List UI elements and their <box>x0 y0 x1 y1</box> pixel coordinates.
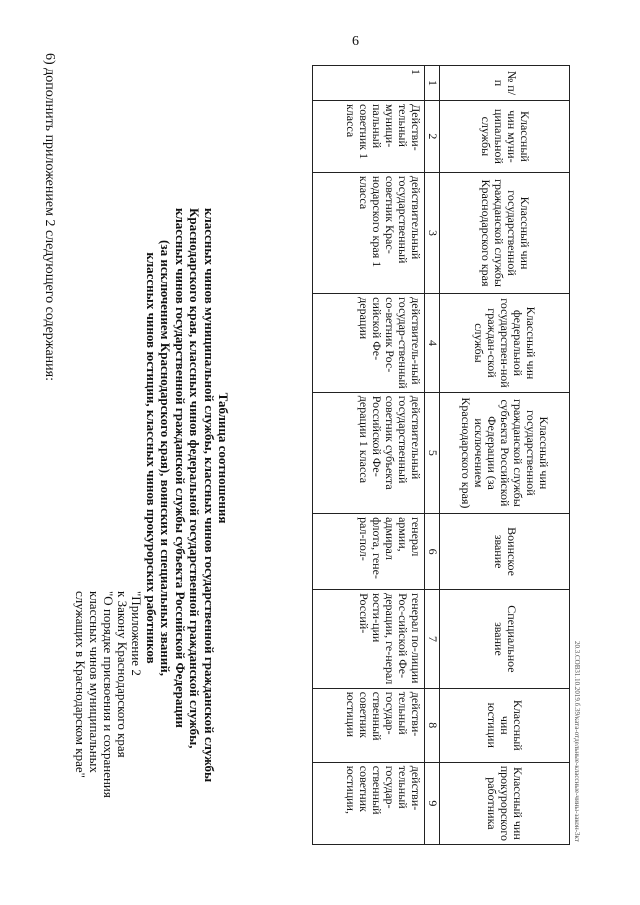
appendix-line: служащих в Краснодарском крае" <box>73 590 88 778</box>
title-line: Краснодарского края, классных чинов федеральной государственной гражданской службы, <box>187 207 203 749</box>
title-line: классных чинов муниципальной службы, классных чинов государственной гражданской службы <box>201 207 217 782</box>
header-cell: Воинское звание <box>440 513 570 589</box>
title-line: Таблица соотношения <box>216 392 231 523</box>
column-number: 2 <box>425 100 440 172</box>
correspondence-table <box>312 65 570 845</box>
table-row <box>313 65 425 844</box>
table-cell: действительный государственный советник Крас-нодарского края 1 класса <box>313 172 425 293</box>
column-number: 9 <box>425 762 440 844</box>
column-number: 1 <box>425 65 440 100</box>
header-cell: Специальное звание <box>440 589 570 688</box>
table-cell: действитель-ный государ-ственный со-ветник Рос-сийской Фе-дерации <box>313 293 425 392</box>
table-cell: действи-тельный государ-ственный советник юстиции <box>313 688 425 762</box>
header-cell: Классный чин муни-ципальной службы <box>440 100 570 172</box>
appendix-line: к Закону Краснодарского края <box>115 590 130 758</box>
header-cell: Классный чин государственной гражданской службы субъекта Российской Федерации (за исключением Краснодарского края) <box>440 392 570 513</box>
column-number: 6 <box>425 513 440 589</box>
title-line: классных чинов юстиции, классных чинов прокурорских работников <box>143 251 159 664</box>
table-cell: действи-тельный государ-ственный советник юстиции, <box>313 762 425 844</box>
column-number: 8 <box>425 688 440 762</box>
intro-text: 6) дополнить приложением 2 следующего содержания: <box>42 52 57 381</box>
column-number: 4 <box>425 293 440 392</box>
table-cell: Действи-тельный муници-пальный советник 1 класса <box>313 100 425 172</box>
rotated-page-content <box>35 43 605 863</box>
title-line: классных чинов государственной гражданской службы субъекта Российской Федерации <box>172 207 188 728</box>
appendix-line: "Приложение 2 <box>129 590 144 676</box>
table-header-row <box>440 65 570 844</box>
table-cell: генерал по-лиции Рос-сийской Фе-дерации, ге-нерал юсти-ции Россий- <box>313 589 425 688</box>
appendix-heading <box>73 591 143 798</box>
header-cell: № п/п <box>440 65 570 100</box>
title-line: (за исключением Краснодарского края), воинских и специальных званий, <box>158 239 174 676</box>
table-cell: генерал армии, адмирал флота, гене-рал-пол- <box>313 513 425 589</box>
column-number: 5 <box>425 392 440 513</box>
header-cell: Классный чин юстиции <box>440 688 570 762</box>
table-cell: 1 <box>313 65 425 100</box>
column-number-row <box>425 65 440 844</box>
header-cell: Классный чин прокурорского работника <box>440 762 570 844</box>
header-cell: Классный чин государственной гражданской службы Краснодарского края <box>440 172 570 293</box>
table-title <box>143 207 231 782</box>
appendix-line: классных чинов муниципальных <box>87 590 102 773</box>
column-number: 7 <box>425 589 440 688</box>
appendix-line: "О порядке присвоения и сохранения <box>101 590 116 798</box>
document-footer: 20.3.СОВ31.10.2019.б.39/ката-отдельные-классные-чины-закон-3кт <box>573 640 581 842</box>
column-number: 3 <box>425 172 440 293</box>
page-number: 6 <box>352 34 359 49</box>
table-cell: действительный государственный советник субъекта Российской Фе-дерации 1 класса <box>313 392 425 513</box>
header-cell: Классный чин федеральной государствен-ной граждан-ской службы <box>440 293 570 392</box>
